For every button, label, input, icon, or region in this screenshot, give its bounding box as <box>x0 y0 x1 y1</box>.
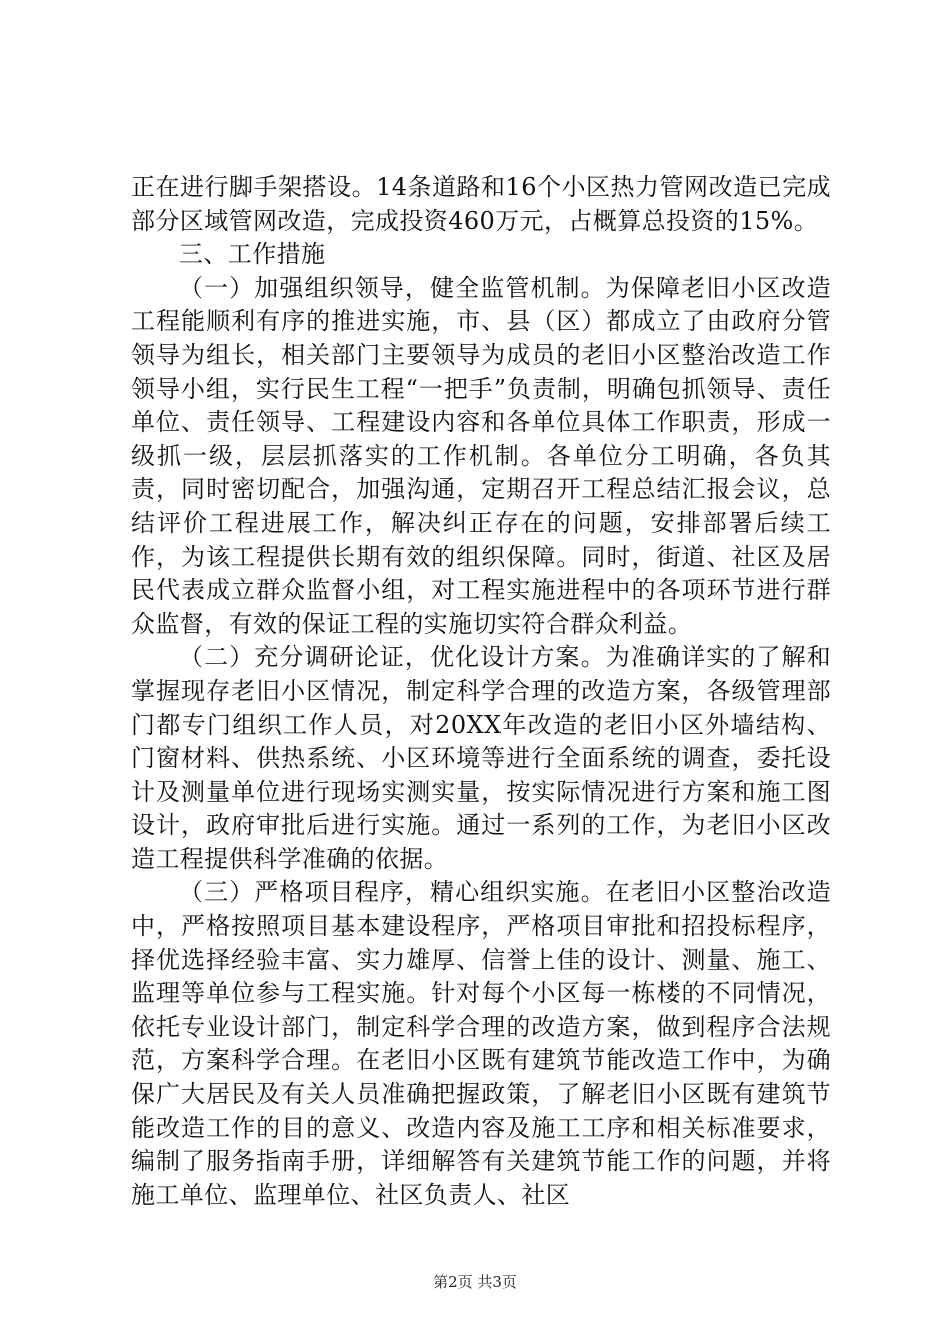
paragraph-continuation: 正在进行脚手架搭设。14条道路和16个小区热力管网改造已完成部分区域管网改造，完成投资460万元，占概算总投资的15%。 <box>131 173 831 235</box>
paragraph-measure-1: （一）加强组织领导，健全监管机制。为保障老旧小区改造工程能顺利有序的推进实施，市、县（区）都成立了由政府分管领导为组长，相关部门主要领导为成员的老旧小区整治改造工作领导小组，实行民生工程“一把手”负责制，明确包抓领导、责任单位、责任领导、工程建设内容和各单位具体工作职责，形成一级抓一级，层层抓落实的工作机制。各单位分工明确，各负其责，同时密切配合，加强沟通，定期召开工程总结汇报会议，总结评价工程进展工作，解决纠正存在的问题，安排部署后续工作，为该工程提供长期有效的组织保障。同时，街道、社区及居民代表成立群众监督小组，对工程实施进程中的各项环节进行群众监督，有效的保证工程的实施切实符合群众利益。 <box>131 273 831 638</box>
document-body <box>131 171 831 1212</box>
paragraph-measure-3: （三）严格项目程序，精心组织实施。在老旧小区整治改造中，严格按照项目基本建设程序，严格项目审批和招投标程序，择优选择经验丰富、实力雄厚、信誉上佳的设计、测量、施工、监理等单位参与工程实施。针对每个小区每一栋楼的不同情况，依托专业设计部门，制定科学合理的改造方案，做到程序合法规范，方案科学合理。在老旧小区既有建筑节能改造工作中，为确保广大居民及有关人员准确把握政策，了解老旧小区既有建筑节能改造工作的目的意义、改造内容及施工工序和相关标准要求，编制了服务指南手册，详细解答有关建筑节能工作的问题，并将施工单位、监理单位、社区负责人、社区 <box>131 878 831 1209</box>
section-heading: 三、工作措施 <box>179 240 326 269</box>
page-number: 第2页 共3页 <box>433 1273 517 1291</box>
paragraph-measure-2: （二）充分调研论证，优化设计方案。为准确详实的了解和掌握现存老旧小区情况，制定科学合理的改造方案，各级管理部门都专门组织工作人员，对20XX年改造的老旧小区外墙结构、门窗材料、供热系统、小区环境等进行全面系统的调查，委托设计及测量单位进行现场实测实量，按实际情况进行方案和施工图设计，政府审批后进行实施。通过一系列的工作，为老旧小区改造工程提供科学准确的依据。 <box>131 643 831 873</box>
page-footer <box>0 1272 950 1292</box>
